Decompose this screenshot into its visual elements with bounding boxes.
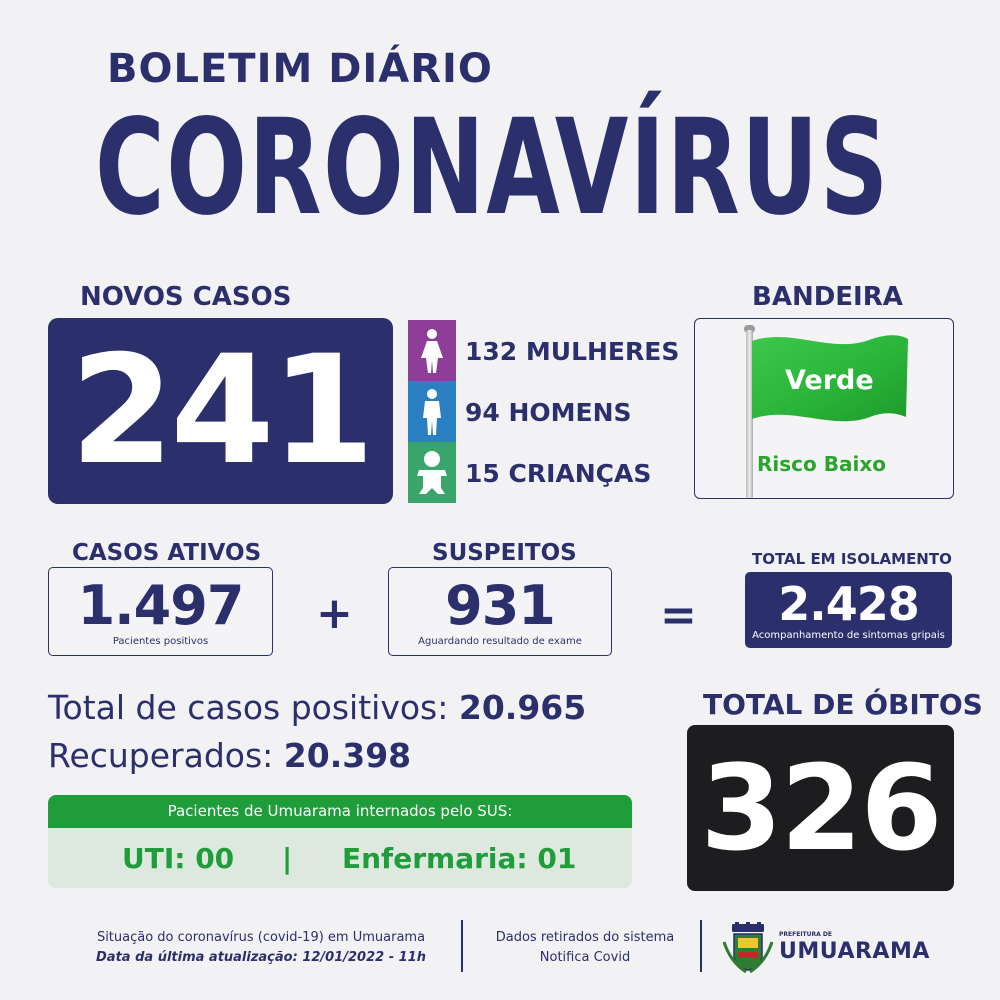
bulletin-title: CORONAVÍRUS [95,91,890,245]
isolation-value: 2.428 [778,577,919,631]
bulletin-subtitle: BOLETIM DIÁRIO [107,46,493,92]
equals-sign: = [660,590,697,641]
new-cases-value: 241 [69,324,372,498]
deaths-box [687,725,954,891]
footer-source-2: Notifica Covid [539,950,631,965]
recovered-line [48,736,411,775]
deaths-label: TOTAL DE ÓBITOS [703,688,983,721]
hospital-separator: | [282,842,293,875]
logo-prefix: PREFEITURA DE [779,931,832,938]
footer-divider-1 [461,920,463,972]
footer-update-date: Data da última atualização: 12/01/2022 - 11h [96,950,426,965]
man-icon [408,381,456,442]
hospitalized-header: Pacientes de Umuarama internados pelo SUS: [48,795,632,828]
city-crest-icon [722,922,774,974]
new-cases-box [48,318,393,504]
flag-color-label: Verde [785,365,874,396]
recovered-label: Recuperados: [48,736,274,775]
isolation-label: TOTAL EM ISOLAMENTO [752,550,952,568]
footer-source-1: Dados retirados do sistema [495,930,675,945]
ward-value: Enfermaria: 01 [342,842,577,875]
active-cases-value: 1.497 [77,574,244,637]
suspects-value: 931 [445,574,555,637]
woman-icon [408,320,456,381]
suspects-sub: Aguardando resultado de exame [418,636,582,647]
isolation-sub: Acompanhamento de sintomas gripais [752,630,945,641]
flag-section-label: BANDEIRA [752,282,903,312]
footer-situation: Situação do coronavírus (covid-19) em Umuarama [96,930,426,945]
footer-divider-2 [700,920,702,972]
total-positive-line [48,688,586,727]
suspects-label: SUSPEITOS [432,540,577,566]
total-positive-label: Total de casos positivos: [48,688,449,727]
active-cases-label: CASOS ATIVOS [72,540,262,566]
isolation-box [745,572,952,648]
new-cases-label: NOVOS CASOS [80,282,292,312]
active-cases-sub: Pacientes positivos [112,636,209,647]
plus-sign: + [316,588,353,639]
children-count: 15 CRIANÇAS [465,459,652,488]
risk-label: Risco Baixo [757,452,886,476]
total-positive-value: 20.965 [458,688,587,727]
recovered-value: 20.398 [283,736,412,775]
men-count: 94 HOMENS [465,398,632,427]
deaths-value: 326 [700,739,941,877]
active-cases-box [48,567,273,656]
baby-icon [408,442,456,503]
logo-city: UMUARAMA [779,939,930,964]
icu-value: UTI: 00 [122,842,235,875]
women-count: 132 MULHERES [465,337,680,366]
suspects-box [388,567,612,656]
